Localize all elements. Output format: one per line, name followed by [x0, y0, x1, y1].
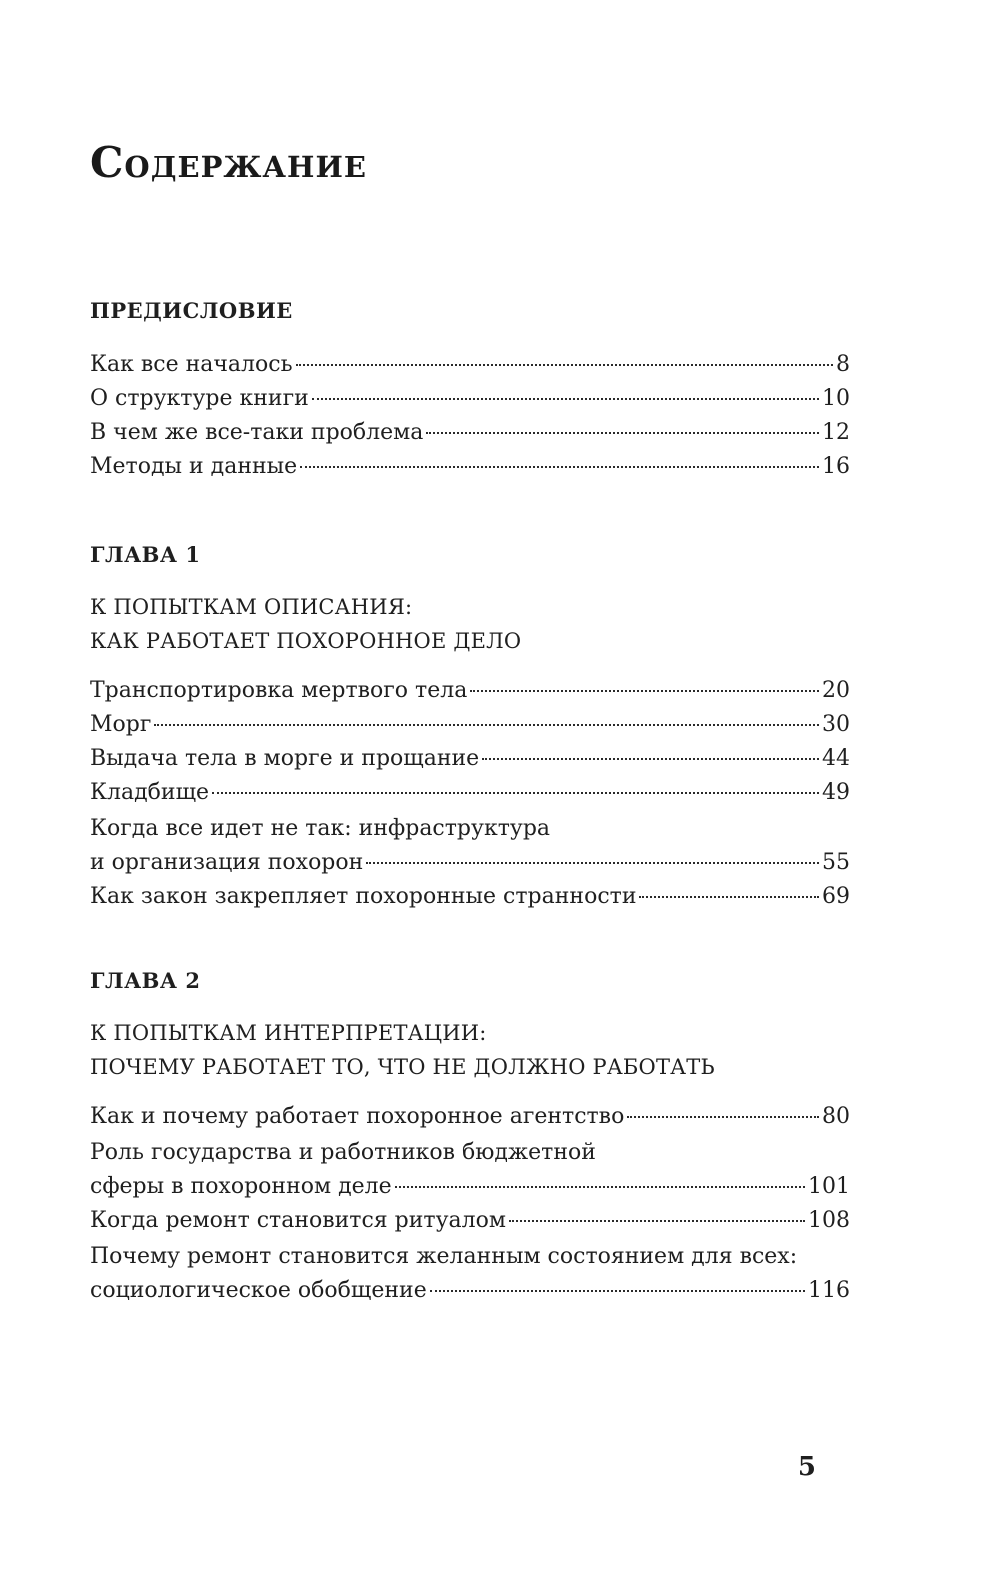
- toc-entry-title: В чем же все-таки проблема: [90, 420, 424, 445]
- toc-entry-title: Транспортировка мертвого тела: [90, 678, 468, 703]
- dot-leader: [212, 792, 819, 794]
- dot-leader: [509, 1220, 805, 1222]
- toc-entry: [90, 416, 850, 450]
- preface-heading: ПРЕДИСЛОВИЕ: [90, 298, 293, 323]
- toc-entry-title: О структуре книги: [90, 386, 309, 411]
- toc-entry: [90, 1136, 850, 1204]
- chapter2-heading: ГЛАВА 2: [90, 968, 201, 993]
- page-number: 5: [797, 1452, 816, 1482]
- dot-leader: [426, 432, 819, 434]
- dot-leader: [154, 724, 819, 726]
- toc-entry-title: Когда ремонт становится ритуалом: [90, 1208, 506, 1233]
- toc-entry: [90, 812, 850, 880]
- toc-entry-page: 12: [822, 420, 850, 445]
- toc-entry: [90, 742, 850, 776]
- toc-entry: [90, 1204, 850, 1238]
- toc-entry-page: 8: [836, 352, 850, 377]
- toc-entry: [90, 382, 850, 416]
- toc-entry-title: социологическое обобщение: [90, 1278, 427, 1303]
- chapter1-subtitle: [90, 590, 521, 658]
- chapter1-subtitle-line2: КАК РАБОТАЕТ ПОХОРОННОЕ ДЕЛО: [90, 629, 522, 653]
- toc-entry: [90, 880, 850, 914]
- toc-entry-title: Как и почему работает похоронное агентство: [90, 1104, 625, 1129]
- toc-entry: [90, 1240, 850, 1308]
- page-title: Содержание: [90, 138, 367, 187]
- chapter1-subtitle-line1: К ПОПЫТКАМ ОПИСАНИЯ:: [90, 595, 413, 619]
- toc-entry-title: Методы и данные: [90, 454, 298, 479]
- toc-entry: [90, 674, 850, 708]
- toc-entry-title-line1: Когда все идет не так: инфраструктура: [90, 816, 551, 841]
- toc-entry-page: 108: [808, 1208, 850, 1233]
- toc-entry-title: Как закон закрепляет похоронные странности: [90, 884, 637, 909]
- dot-leader: [366, 862, 819, 864]
- toc-entry-page: 49: [822, 780, 850, 805]
- toc-entry-title: Кладбище: [90, 780, 210, 805]
- chapter2-subtitle-line2: ПОЧЕМУ РАБОТАЕТ ТО, ЧТО НЕ ДОЛЖНО РАБОТАТЬ: [90, 1055, 715, 1079]
- toc-entry-page: 101: [808, 1174, 850, 1199]
- dot-leader: [395, 1186, 805, 1188]
- dot-leader: [470, 690, 819, 692]
- toc-entry-title: Выдача тела в морге и прощание: [90, 746, 480, 771]
- toc-entry-page: 44: [822, 746, 850, 771]
- toc-entry-page: 16: [822, 454, 850, 479]
- dot-leader: [482, 758, 819, 760]
- toc-entry-title-line1: Роль государства и работников бюджетной: [90, 1140, 596, 1165]
- toc-entry-title-line1: Почему ремонт становится желанным состоянием для всех:: [90, 1244, 798, 1269]
- dot-leader: [430, 1290, 805, 1292]
- dot-leader: [312, 398, 819, 400]
- toc-entry: [90, 708, 850, 742]
- toc-entry-page: 69: [822, 884, 850, 909]
- chapter2-subtitle: [90, 1016, 715, 1084]
- toc-entry: [90, 450, 850, 484]
- dot-leader: [627, 1116, 819, 1118]
- toc-entry-page: 55: [822, 850, 850, 875]
- toc-entry: [90, 348, 850, 382]
- toc-entry-page: 20: [822, 678, 850, 703]
- toc-entry: [90, 776, 850, 810]
- chapter2-subtitle-line1: К ПОПЫТКАМ ИНТЕРПРЕТАЦИИ:: [90, 1021, 487, 1045]
- dot-leader: [296, 364, 833, 366]
- toc-entry-title: сферы в похоронном деле: [90, 1174, 392, 1199]
- toc-entry-page: 116: [808, 1278, 850, 1303]
- toc-entry: [90, 1100, 850, 1134]
- toc-entry-page: 10: [822, 386, 850, 411]
- dot-leader: [300, 466, 819, 468]
- toc-entry-title: Морг: [90, 712, 152, 737]
- toc-entry-title: Как все началось: [90, 352, 293, 377]
- chapter1-heading: ГЛАВА 1: [90, 542, 201, 567]
- dot-leader: [639, 896, 819, 898]
- toc-entry-page: 80: [822, 1104, 850, 1129]
- toc-entry-title: и организация похорон: [90, 850, 364, 875]
- toc-entry-page: 30: [822, 712, 850, 737]
